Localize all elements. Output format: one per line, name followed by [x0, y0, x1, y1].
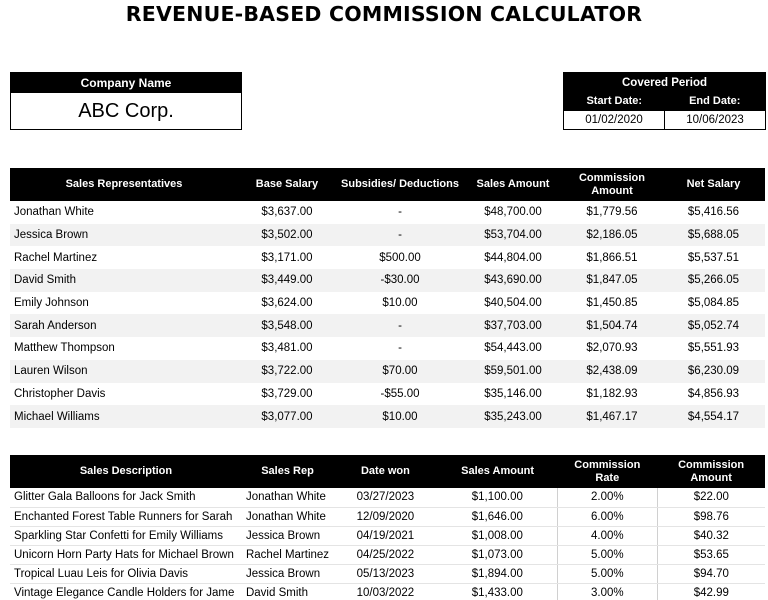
table-cell[interactable]: $3,548.00: [238, 314, 336, 337]
table-cell[interactable]: -: [398, 342, 402, 355]
table-cell[interactable]: $1,894.00: [438, 564, 558, 583]
table-cell[interactable]: $1,779.56: [586, 206, 638, 219]
table-row: [10, 314, 765, 337]
table-cell[interactable]: $54,443.00: [484, 342, 542, 355]
table-cell[interactable]: $3,077.00: [238, 405, 336, 428]
table-header-row: [10, 455, 765, 488]
table-cell[interactable]: 6.00%: [557, 507, 657, 526]
table-cell[interactable]: Jonathan White: [14, 206, 94, 219]
table-cell[interactable]: $3,729.00: [261, 387, 313, 400]
table-cell[interactable]: David Smith: [242, 583, 333, 600]
table-cell[interactable]: 05/13/2023: [333, 564, 438, 583]
table-cell[interactable]: Jessica Brown: [10, 224, 238, 247]
table-row: [10, 269, 765, 292]
table-cell[interactable]: $1,008.00: [438, 526, 558, 545]
table-cell[interactable]: $1,450.85: [586, 297, 638, 310]
company-name-box: [10, 72, 242, 130]
table-cell[interactable]: $5,416.56: [687, 206, 740, 219]
table-cell[interactable]: 2.00%: [557, 488, 657, 507]
table-cell[interactable]: 04/25/2022: [333, 545, 438, 564]
table-cell[interactable]: $43,690.00: [464, 269, 562, 292]
table-cell[interactable]: $5,537.51: [687, 251, 740, 264]
table-cell[interactable]: $37,703.00: [464, 314, 562, 337]
table-row: [10, 224, 765, 247]
table-row: [10, 526, 765, 545]
table-cell[interactable]: $1,433.00: [438, 583, 558, 600]
table-cell[interactable]: Jonathan White: [242, 488, 333, 507]
table-cell[interactable]: $1,866.51: [586, 251, 638, 264]
table-cell[interactable]: 3.00%: [557, 583, 657, 600]
table-cell[interactable]: -$55.00: [380, 387, 420, 400]
table-cell[interactable]: $500.00: [379, 251, 421, 264]
table-cell[interactable]: $1,847.05: [562, 269, 662, 292]
table-row: [10, 564, 765, 583]
table-cell[interactable]: Christopher Davis: [14, 387, 106, 400]
table-row: [10, 246, 765, 269]
table-cell[interactable]: Lauren Wilson: [10, 360, 238, 383]
sales-table: [10, 455, 765, 600]
table-cell[interactable]: $3,637.00: [261, 206, 313, 219]
table-cell[interactable]: $53.65: [657, 545, 765, 564]
column-header: Subsidies/ Deductions: [341, 178, 459, 190]
table-cell[interactable]: $5,052.74: [662, 314, 765, 337]
table-cell[interactable]: $1,182.93: [586, 387, 638, 400]
table-cell[interactable]: -: [336, 224, 464, 247]
end-date-label: End Date:: [689, 95, 741, 107]
column-header: Date won: [360, 465, 410, 477]
table-cell[interactable]: Tropical Luau Leis for Olivia Davis: [10, 564, 242, 583]
table-row: [10, 545, 765, 564]
table-cell[interactable]: $48,700.00: [484, 206, 542, 219]
table-cell[interactable]: $22.00: [657, 488, 765, 507]
column-header: Commission Amount: [678, 458, 745, 484]
table-cell[interactable]: Enchanted Forest Table Runners for Sarah: [10, 507, 242, 526]
table-cell[interactable]: $1,073.00: [438, 545, 558, 564]
table-cell[interactable]: Matthew Thompson: [14, 342, 115, 355]
start-date-label: Start Date:: [586, 95, 643, 107]
table-row: [10, 405, 765, 428]
table-cell[interactable]: Sarah Anderson: [10, 314, 238, 337]
table-cell[interactable]: $40.32: [657, 526, 765, 545]
table-cell[interactable]: $5,551.93: [687, 342, 740, 355]
table-cell[interactable]: $4,554.17: [662, 405, 765, 428]
table-cell[interactable]: 03/27/2023: [333, 488, 438, 507]
table-cell[interactable]: 4.00%: [557, 526, 657, 545]
table-cell[interactable]: $1,504.74: [562, 314, 662, 337]
table-cell[interactable]: Sparkling Star Confetti for Emily Williams: [10, 526, 242, 545]
table-cell[interactable]: -$30.00: [336, 269, 464, 292]
table-cell[interactable]: $1,100.00: [438, 488, 558, 507]
table-cell[interactable]: $44,804.00: [484, 251, 542, 264]
end-date-value[interactable]: 10/06/2023: [686, 114, 744, 126]
table-row: [10, 583, 765, 600]
table-cell[interactable]: 12/09/2020: [333, 507, 438, 526]
start-date-value[interactable]: 01/02/2020: [564, 111, 665, 129]
table-cell[interactable]: 04/19/2021: [333, 526, 438, 545]
table-cell[interactable]: 5.00%: [557, 545, 657, 564]
column-header: Sales Rep: [261, 465, 314, 477]
table-cell[interactable]: $5,688.05: [662, 224, 765, 247]
table-cell[interactable]: $5,266.05: [662, 269, 765, 292]
covered-period-box: [563, 72, 766, 130]
table-cell[interactable]: $42.99: [657, 583, 765, 600]
column-header: Sales Amount: [476, 178, 550, 190]
column-header: Sales Description: [79, 465, 173, 477]
company-name-value[interactable]: ABC Corp.: [78, 100, 174, 122]
table-cell[interactable]: $6,230.09: [662, 360, 765, 383]
table-cell[interactable]: $59,501.00: [464, 360, 562, 383]
table-row: [10, 360, 765, 383]
table-row: [10, 337, 765, 360]
table-row: [10, 383, 765, 406]
column-header: Commission Rate: [574, 458, 641, 484]
table-cell[interactable]: 5.00%: [557, 564, 657, 583]
table-cell[interactable]: David Smith: [10, 269, 238, 292]
table-cell[interactable]: Vintage Elegance Candle Holders for Jame: [10, 583, 242, 600]
table-cell[interactable]: $3,722.00: [238, 360, 336, 383]
table-header-row: [10, 168, 765, 201]
company-name-label: Company Name: [11, 73, 241, 93]
table-cell[interactable]: $2,070.93: [586, 342, 638, 355]
table-cell[interactable]: $2,186.05: [562, 224, 662, 247]
covered-period-label: Covered Period: [564, 73, 765, 93]
table-cell[interactable]: $2,438.09: [562, 360, 662, 383]
table-cell[interactable]: -: [336, 314, 464, 337]
table-cell[interactable]: $5,084.85: [687, 297, 740, 310]
table-row: [10, 507, 765, 526]
table-cell[interactable]: $10.00: [336, 405, 464, 428]
table-cell[interactable]: Jessica Brown: [242, 526, 333, 545]
sales-reps-table: [10, 168, 765, 428]
table-cell[interactable]: $10.00: [382, 297, 418, 310]
table-cell[interactable]: $3,171.00: [261, 251, 313, 264]
column-header: Sales Representatives: [65, 178, 183, 190]
table-cell[interactable]: Unicorn Horn Party Hats for Michael Brown: [10, 545, 242, 564]
table-cell[interactable]: $3,481.00: [261, 342, 313, 355]
table-cell[interactable]: $98.76: [657, 507, 765, 526]
table-cell[interactable]: $4,856.93: [687, 387, 740, 400]
table-cell[interactable]: $94.70: [657, 564, 765, 583]
table-cell[interactable]: Rachel Martinez: [14, 251, 98, 264]
table-cell[interactable]: $3,502.00: [238, 224, 336, 247]
table-cell[interactable]: Emily Johnson: [14, 297, 89, 310]
table-cell[interactable]: -: [398, 206, 402, 219]
table-cell[interactable]: Glitter Gala Balloons for Jack Smith: [10, 488, 242, 507]
period-values: [564, 111, 765, 129]
column-header: Sales Amount: [461, 465, 535, 477]
table-cell[interactable]: Michael Williams: [10, 405, 238, 428]
column-header: Base Salary: [255, 178, 319, 190]
table-row: [10, 488, 765, 507]
table-row: [10, 201, 765, 224]
table-cell[interactable]: Rachel Martinez: [242, 545, 333, 564]
period-sub-headers: [564, 93, 765, 111]
table-cell[interactable]: $1,646.00: [438, 507, 558, 526]
table-row: [10, 292, 765, 315]
table-cell[interactable]: Jonathan White: [242, 507, 333, 526]
table-cell[interactable]: Jessica Brown: [242, 564, 333, 583]
column-header: Net Salary: [686, 178, 741, 190]
table-cell[interactable]: $70.00: [336, 360, 464, 383]
table-cell[interactable]: $3,449.00: [238, 269, 336, 292]
page-title: REVENUE-BASED COMMISSION CALCULATOR: [125, 2, 643, 26]
table-cell[interactable]: $1,467.17: [562, 405, 662, 428]
table-cell[interactable]: $3,624.00: [261, 297, 313, 310]
table-cell[interactable]: 10/03/2022: [333, 583, 438, 600]
table-cell[interactable]: $35,243.00: [464, 405, 562, 428]
table-cell[interactable]: $40,504.00: [484, 297, 542, 310]
column-header: Commission Amount: [578, 171, 645, 197]
table-cell[interactable]: $53,704.00: [464, 224, 562, 247]
table-cell[interactable]: $35,146.00: [484, 387, 542, 400]
